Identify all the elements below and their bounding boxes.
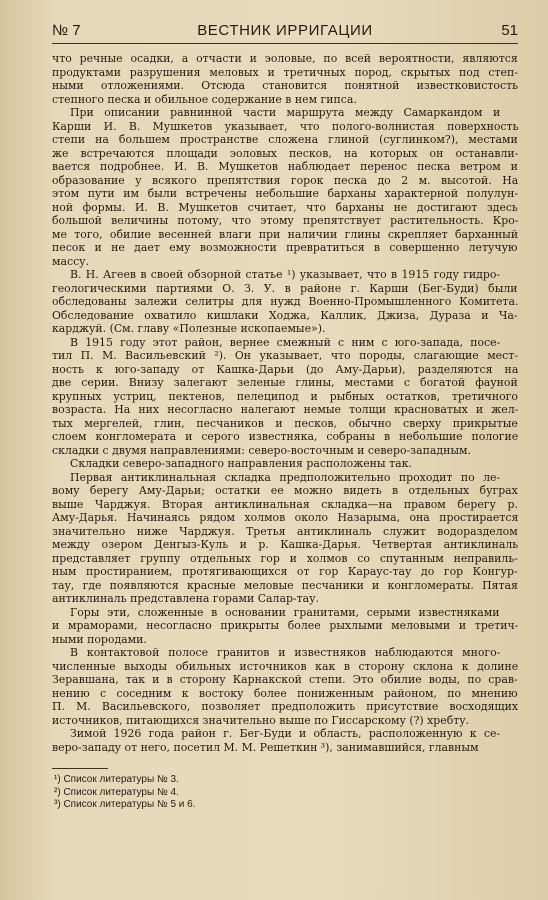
paragraph xyxy=(52,727,518,754)
text-line: ной формы. И. В. Мушкетов считает, что барханы не достигают здесь xyxy=(52,200,518,214)
issue-number: № 7 xyxy=(52,22,81,39)
paragraph xyxy=(52,471,518,606)
page-number: 51 xyxy=(501,22,518,39)
text-line: вается подробнее. И. В. Мушкетов наблюдает перенос песка ветром и xyxy=(52,160,518,173)
running-header xyxy=(52,22,518,44)
text-line: ными породами. xyxy=(52,632,147,646)
text-line: этом пути им были встречены небольшие барханы характерной полулун- xyxy=(52,187,518,200)
footnote: ²) Список литературы № 4. xyxy=(54,786,179,798)
text-line: ме того, обилие весенней влаги при наличии глины скрепляет барханный xyxy=(52,227,518,241)
text-line: В 1915 году этот район, вернее смежный с ним с юго-запада, посе- xyxy=(70,335,501,349)
footnote: ¹) Список литературы № 3. xyxy=(54,774,179,785)
text-line: крупных устриц, пектенов, пелеципод и рыбных остатков, третичного xyxy=(52,389,518,403)
text-line: образование у всякого препятствия горок песка до 2 м. высотой. На xyxy=(52,173,518,187)
text-line: геологическими партиями О. З. У. в районе г. Карши (Бег-Буди) были xyxy=(52,281,518,295)
text-line: представляет группу отдельных гор и холмов со спутанным неправиль- xyxy=(52,551,518,565)
text-line: Карши И. В. Мушкетов указывает, что полого-волнистая поверхность xyxy=(52,119,518,133)
text-line: ность к юго-западу от Кашка-Дарьи (до Аму-Дарьи), разделяются на xyxy=(52,362,518,376)
text-line: две серии. Внизу залегают зеленые глины, местами с богатой фауной xyxy=(52,376,518,389)
text-line: ными отложениями. Отсюда становится понятной известковистость xyxy=(52,79,518,92)
body-text xyxy=(52,52,518,754)
text-line: В. Н. Агеев в своей обзорной статье ¹) указывает, что в 1915 году гидро- xyxy=(70,268,501,281)
text-line: Первая антиклинальная складка предположительно проходит по ле- xyxy=(70,470,501,484)
text-line: степного песка и обильное содержание в нем гипса. xyxy=(52,92,357,106)
text-line: массу. xyxy=(52,254,90,268)
text-line: между озером Денгыз-Куль и р. Кашка-Дарья. Четвертая антиклиналь xyxy=(52,538,518,551)
paragraph xyxy=(52,336,518,458)
footnote-divider xyxy=(52,768,108,769)
text-line: возраста. На них несогласно налегают немые толщи красноватых и жел- xyxy=(52,403,518,416)
text-line: выше Чарджуя. Вторая антиклинальная складка—на правом берегу р. xyxy=(52,497,518,511)
text-line: тау, где появляются красные меловые песчаники и конгломераты. Пятая xyxy=(52,578,518,592)
text-line: песок и не дает ему возможности превратиться в совершенно летучую xyxy=(52,241,518,254)
text-line: Горы эти, сложенные в основании гранитами, серыми известняками xyxy=(70,605,500,619)
text-line: тых мергелей, глин, песчаников и песков, обычно сверху прикрытые xyxy=(52,416,518,430)
text-line: численные выходы обильных источников как в сторону склона к долине xyxy=(52,659,518,673)
text-line: Зеравшана, так и в сторону Карнакской степи. Это обилие воды, по срав- xyxy=(52,673,518,686)
text-line: складки с двумя направлениями: северо-восточным и северо-западным. xyxy=(52,443,471,457)
text-line: слоем конгломерата и серого известняка, собраны в небольшие пологие xyxy=(52,430,518,443)
text-line: продуктами разрушения меловых и третичных пород, скрытых под степ- xyxy=(52,65,518,79)
text-line: и мраморами, несогласно прикрыты более рыхлыми меловыми и третич- xyxy=(52,619,518,632)
text-line: Складки северо-западного направления расположены так. xyxy=(70,457,412,470)
text-line: большой величины потому, что этому препятствует растительность. Кро- xyxy=(52,214,518,227)
paragraph xyxy=(52,268,518,336)
text-line: тил П. М. Васильевский ²). Он указывает, что породы, слагающие мест- xyxy=(52,349,518,362)
text-line: Зимой 1926 года район г. Бег-Буди и область, расположенную к се- xyxy=(70,727,501,740)
text-line: ным простиранием, протягивающихся от гор Караус-тау до гор Конгур- xyxy=(52,565,518,578)
text-line: же встречаются площади эоловых песков, на которых он останавли- xyxy=(52,146,518,160)
text-line: обследованы залежи селитры для нужд Военно-Промышленного Комитета. xyxy=(52,295,518,308)
text-line: антиклиналь представлена горами Салар-тау. xyxy=(52,592,319,605)
paragraph xyxy=(52,52,518,106)
journal-title: ВЕСТНИК ИРРИГАЦИИ xyxy=(197,22,373,39)
text-line: Обследование охватило кишлаки Ходжа, Каллик, Джиза, Дураза и Ча- xyxy=(52,308,518,322)
text-line: карджуй. (См. главу «Полезные ископаемые»). xyxy=(52,322,326,335)
text-line: В контактовой полосе гранитов и известняков наблюдаются много- xyxy=(70,646,501,659)
text-line: П. М. Васильевского, позволяет предположить присутствие восходящих xyxy=(52,700,518,713)
text-line: значительно ниже Чарджуя. Третья антиклиналь служит водоразделом xyxy=(52,524,518,538)
paragraph xyxy=(52,457,518,471)
text-line: степи на большем пространстве сложена глиной (суглинком?), местами xyxy=(52,133,518,146)
paragraph xyxy=(52,606,518,647)
paragraph xyxy=(52,646,518,727)
text-line: что речные осадки, а отчасти и эоловые, по всей вероятности, являются xyxy=(52,52,518,65)
footnotes xyxy=(52,774,518,812)
text-line: При описании равнинной части маршрута между Самаркандом и xyxy=(70,106,501,119)
paragraph xyxy=(52,106,518,268)
text-line: Аму-Дарья. Начинаясь рядом холмов около Назарыма, она простирается xyxy=(52,511,518,524)
text-line: нению с соседним к востоку более пониженным районом, по мнению xyxy=(52,686,518,700)
text-line: источников, питающихся значительно выше по Гиссарскому (?) хребту. xyxy=(52,713,470,727)
text-line: вому берегу Аму-Дарьи; остатки ее можно видеть в отдельных буграх xyxy=(52,484,518,497)
text-line: веро-западу от него, посетил М. М. Решеткин ³), занимавшийся, главным xyxy=(52,740,479,754)
footnote: ³) Список литературы № 5 и 6. xyxy=(54,799,196,810)
